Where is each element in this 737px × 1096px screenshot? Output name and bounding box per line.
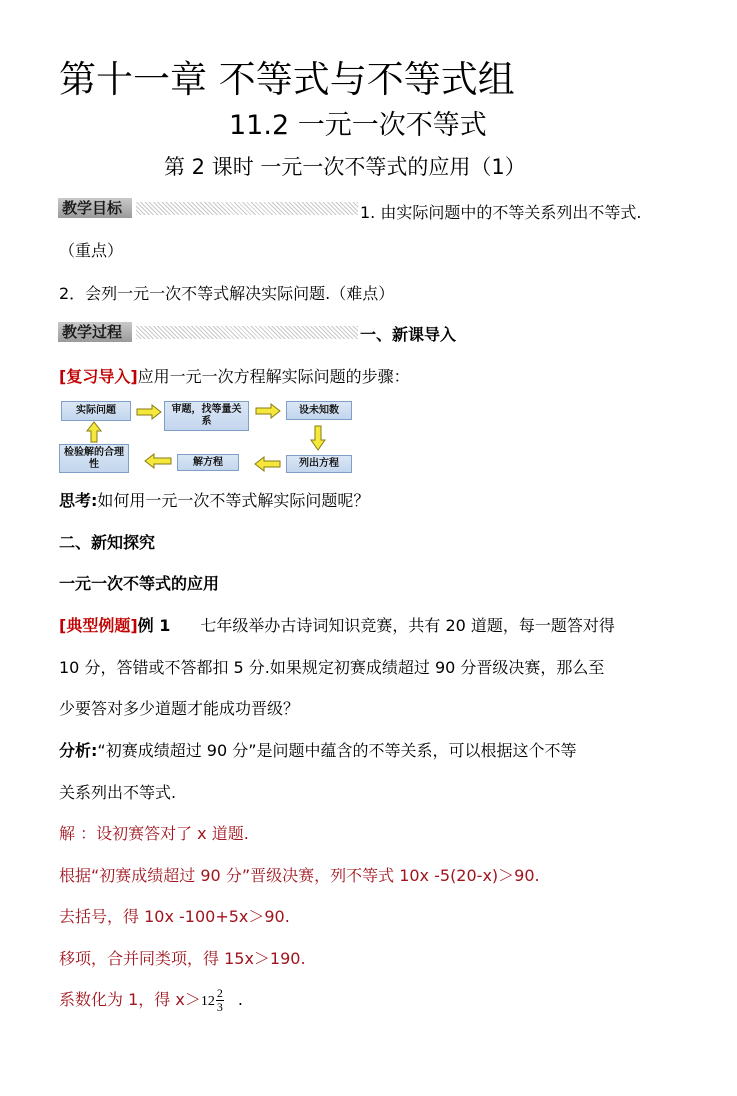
objective-item-2: 2．会列一元一次不等式解决实际问题.（难点） [59,284,395,303]
solution-line-3: 去括号，得 10x -100+5x＞90. [59,907,290,926]
process-banner-stripe [136,326,358,339]
topic-heading: 一元一次不等式的应用 [59,574,220,593]
objectives-banner [58,198,358,218]
right-arrow-icon [256,404,280,418]
objectives-banner-stripe [136,202,358,215]
fraction-denominator: 3 [216,1000,223,1014]
chapter-title: 第十一章 不等式与不等式组 [59,58,515,101]
think-text: 如何用一元一次不等式解实际问题呢？ [97,491,370,510]
section-title: 11.2 一元一次不等式 [229,110,487,141]
example-text-1: 七年级举办古诗词知识竞赛，共有 20 道题，每一题答对得 [200,616,615,635]
right-arrow-icon [137,405,161,419]
solution-line-5-prefix: 系数化为 1，得 x＞ [59,990,201,1009]
part2-heading: 二、新知探究 [59,533,156,552]
process-banner-label: 教学过程 [58,322,132,342]
flow-step-check-solution: 检验解的合理性 [59,444,129,473]
analysis-line-2: 关系列出不等式. [59,783,177,802]
left-arrow-icon [145,454,171,468]
objectives-banner-label: 教学目标 [58,198,132,218]
solution-line-2: 根据“初赛成绩超过 90 分”晋级决赛，列不等式 10x -5(20-x)＞90. [59,866,540,885]
flowchart-arrows [58,398,358,476]
think-label: 思考: [59,491,98,510]
review-tag: [复习导入] [59,367,138,386]
flowchart [58,398,358,476]
down-arrow-icon [311,426,325,450]
flow-step-analyze: 审题，找等量关系 [164,401,249,431]
fraction-numerator: 2 [216,986,223,1000]
analysis-text-1: “初赛成绩超过 90 分”是问题中蕴含的不等关系，可以根据这个不等 [97,741,577,760]
example-label: 例 1 [137,616,171,635]
objective-item-1-note: （重点） [59,241,124,260]
solution-line-1: 解 ：设初赛答对了 x 道题. [59,824,249,843]
left-arrow-icon [255,457,280,471]
example-line-1 [59,615,615,637]
mixed-number-whole: 12 [200,994,215,1009]
flow-step-actual-problem: 实际问题 [61,401,131,421]
solution-line-4: 移项，合并同类项，得 15x＞190. [59,949,306,968]
example-line-2: 10 分，答错或不答都扣 5 分.如果规定初赛成绩超过 90 分晋级决赛，那么至 [59,658,605,677]
review-text: 应用一元一次方程解实际问题的步骤： [137,367,410,386]
flow-step-solve-equation: 解方程 [177,454,239,471]
objective-item-1: 1. 由实际问题中的不等关系列出不等式. [360,203,642,222]
flow-step-set-unknown: 设未知数 [286,401,352,420]
fraction [216,987,224,1014]
analysis-label: 分析: [59,741,98,760]
review-line [59,366,410,388]
example-line-3: 少要答对多少道题才能成功晋级？ [59,699,300,718]
up-arrow-icon [87,422,101,442]
flow-step-write-equation: 列出方程 [286,455,352,473]
analysis-line-1 [59,740,577,762]
process-banner [58,322,358,342]
lesson-title: 第 2 课时 一元一次不等式的应用（1） [164,155,526,179]
example-tag: [典型例题] [59,616,138,635]
solution-line-5 [59,984,243,1018]
solution-line-5-suffix: . [237,990,243,1009]
part1-heading: 一、新课导入 [360,325,457,344]
think-line [59,490,369,512]
